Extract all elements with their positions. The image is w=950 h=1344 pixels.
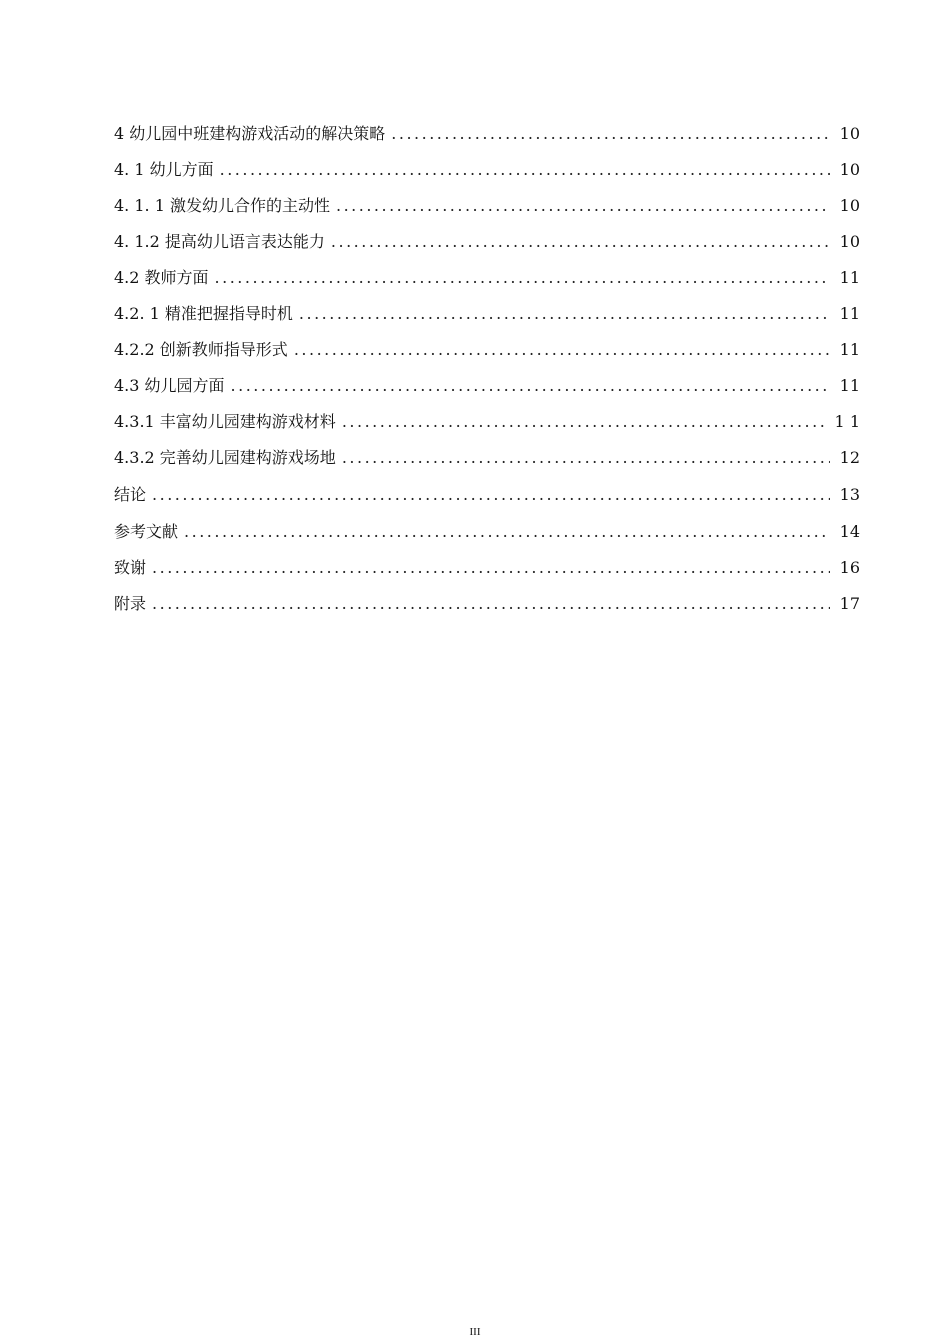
toc-entry-page: 11	[839, 376, 860, 395]
page-number: III	[469, 1326, 481, 1338]
toc-entry[interactable]	[114, 404, 860, 440]
toc-dot-leader	[184, 514, 830, 550]
toc-dot-leader	[152, 476, 830, 514]
toc-entry[interactable]	[114, 586, 860, 622]
toc-entry-title: 4.2 教师方面	[114, 268, 209, 287]
toc-entry-page: 10	[839, 196, 860, 215]
toc-entry-title: 4.3 幼儿园方面	[114, 376, 225, 395]
toc-dot-leader	[336, 188, 830, 224]
toc-entry-page: 11	[839, 268, 860, 287]
toc-entry[interactable]	[114, 224, 860, 260]
toc-dot-leader	[215, 260, 830, 296]
toc-entry-page: 10	[839, 124, 860, 143]
table-of-contents	[114, 116, 860, 622]
toc-dot-leader	[220, 152, 830, 188]
toc-entry-page: 16	[839, 558, 860, 577]
toc-entry-page: 10	[839, 160, 860, 179]
toc-entry[interactable]	[114, 296, 860, 332]
toc-entry[interactable]	[114, 550, 860, 586]
toc-entry-title: 4.3.2 完善幼儿园建构游戏场地	[114, 448, 336, 467]
toc-entry-title: 4.2.2 创新教师指导形式	[114, 340, 288, 359]
toc-entry-page: 12	[839, 448, 860, 467]
toc-entry[interactable]	[114, 514, 860, 550]
toc-dot-leader	[152, 550, 830, 586]
toc-entry[interactable]	[114, 476, 860, 514]
toc-dot-leader	[391, 116, 830, 152]
toc-entry-page: 14	[839, 522, 860, 541]
toc-entry[interactable]	[114, 368, 860, 404]
toc-dot-leader	[331, 224, 830, 260]
toc-dot-leader	[299, 296, 830, 332]
toc-entry[interactable]	[114, 332, 860, 368]
toc-entry-title: 4.3.1 丰富幼儿园建构游戏材料	[114, 412, 336, 431]
toc-entry-page: 10	[839, 232, 860, 251]
toc-entry-title: 4 幼儿园中班建构游戏活动的解决策略	[114, 124, 386, 143]
toc-entry[interactable]	[114, 116, 860, 152]
toc-entry-title: 参考文献	[114, 522, 179, 541]
toc-entry-title: 4. 1. 1 激发幼儿合作的主动性	[114, 196, 330, 215]
toc-entry-title: 4.2. 1 精准把握指导时机	[114, 304, 293, 323]
toc-entry-page: 1 1	[834, 412, 860, 431]
toc-entry[interactable]	[114, 260, 860, 296]
toc-entry-page: 13	[839, 485, 860, 504]
toc-entry-page: 11	[839, 304, 860, 323]
toc-dot-leader	[152, 586, 830, 622]
toc-entry-page: 11	[839, 340, 860, 359]
toc-dot-leader	[342, 404, 827, 440]
toc-entry[interactable]	[114, 440, 860, 476]
toc-dot-leader	[342, 440, 830, 476]
toc-dot-leader	[294, 332, 830, 368]
toc-entry-title: 结论	[114, 485, 147, 504]
toc-entry-title: 4. 1.2 提高幼儿语言表达能力	[114, 232, 325, 251]
toc-entry-title: 附录	[114, 594, 147, 613]
toc-entry[interactable]	[114, 152, 860, 188]
toc-entry[interactable]	[114, 188, 860, 224]
toc-entry-title: 4. 1 幼儿方面	[114, 160, 214, 179]
toc-dot-leader	[231, 368, 830, 404]
toc-entry-page: 17	[839, 594, 860, 613]
toc-entry-title: 致谢	[114, 558, 147, 577]
